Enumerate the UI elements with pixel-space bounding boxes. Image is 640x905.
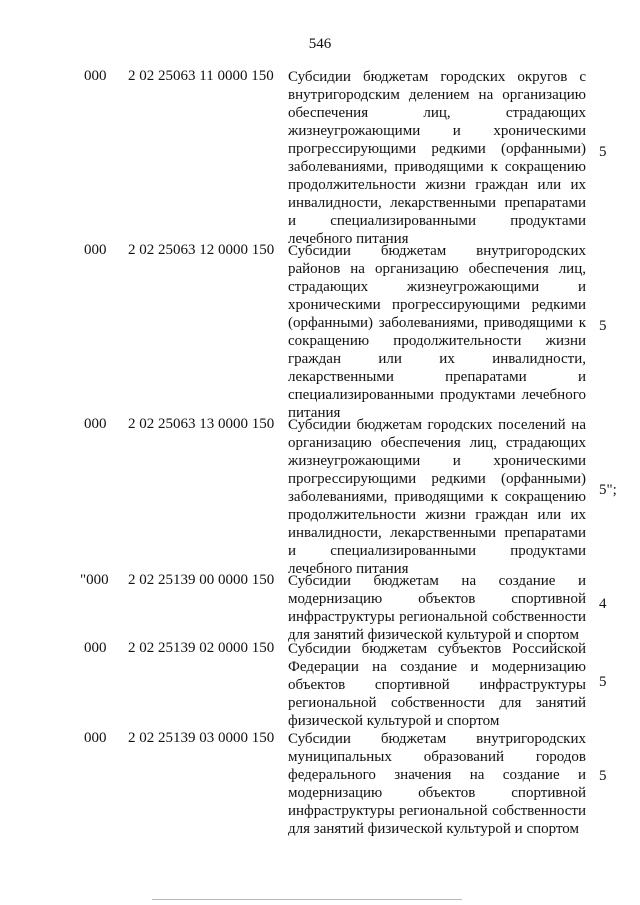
scan-edge-line: [152, 899, 462, 900]
amount-value: 5: [599, 674, 607, 690]
admin-code: "000: [80, 572, 109, 588]
budget-classification-code: 2 02 25063 11 0000 150: [128, 68, 274, 84]
amount-value: 5: [599, 144, 607, 160]
budget-code-table: [0, 66, 640, 838]
admin-code: 000: [84, 416, 107, 432]
amount-value: 5: [599, 768, 607, 784]
budget-classification-code: 2 02 25139 03 0000 150: [128, 730, 275, 746]
admin-code: 000: [84, 68, 107, 84]
income-description: Субсидии бюджетам субъектов Российской Федерации на создание и модернизацию объектов спортивной инфраструктуры региональной собственности для занятий физической культурой и спортом: [288, 641, 586, 729]
amount-value: 5: [599, 318, 607, 334]
admin-code: 000: [84, 640, 107, 656]
income-description: Субсидии бюджетам городских поселений на организацию обеспечения лиц, страдающих жизнеугрожающими и хроническими прогрессирующими редкими (орфанными) заболеваниями, приводящими к сокращению продолжительности жизни граждан или их инвалидности, лекарственными препаратами и специализированными продуктами лечебного питания: [288, 417, 586, 577]
budget-classification-code: 2 02 25063 13 0000 150: [128, 416, 275, 432]
table-row: [0, 66, 640, 247]
amount-value: 5";: [599, 482, 617, 498]
amount-value: 4: [599, 596, 607, 612]
table-row: [0, 570, 640, 643]
income-description: Субсидии бюджетам на создание и модернизацию объектов спортивной инфраструктуры региональной собственности для занятий физической культурой и спортом: [288, 573, 586, 643]
budget-classification-code: 2 02 25139 00 0000 150: [128, 572, 275, 588]
table-row: [0, 728, 640, 838]
budget-classification-code: 2 02 25139 02 0000 150: [128, 640, 275, 656]
admin-code: 000: [84, 730, 107, 746]
table-row: [0, 414, 640, 577]
page-number: 546: [308, 36, 332, 52]
admin-code: 000: [84, 242, 107, 258]
table-row: [0, 638, 640, 728]
income-description: Субсидии бюджетам внутригородских муниципальных образований городов федерального значения на создание и модернизацию объектов спортивной инфраструктуры региональной собственности для занятий физической культурой и спортом: [288, 731, 586, 837]
income-description: Субсидии бюджетам городских округов с внутригородским делением на организацию обеспечения лиц, страдающих жизнеугрожающими и хроническими прогрессирующими редкими (орфанными) заболеваниями, приводящими к сокращению продолжительности жизни граждан или их инвалидности, лекарственными препаратами и специализированными продуктами лечебного питания: [288, 69, 586, 247]
table-row: [0, 240, 640, 421]
income-description: Субсидии бюджетам внутригородских районов на организацию обеспечения лиц, страдающих жизнеугрожающими и хроническими прогрессирующими редкими (орфанными) заболеваниями, приводящими к сокращению продолжительности жизни граждан или их инвалидности, лекарственными препаратами и специализированными продуктами лечебного питания: [288, 243, 586, 421]
budget-classification-code: 2 02 25063 12 0000 150: [128, 242, 275, 258]
